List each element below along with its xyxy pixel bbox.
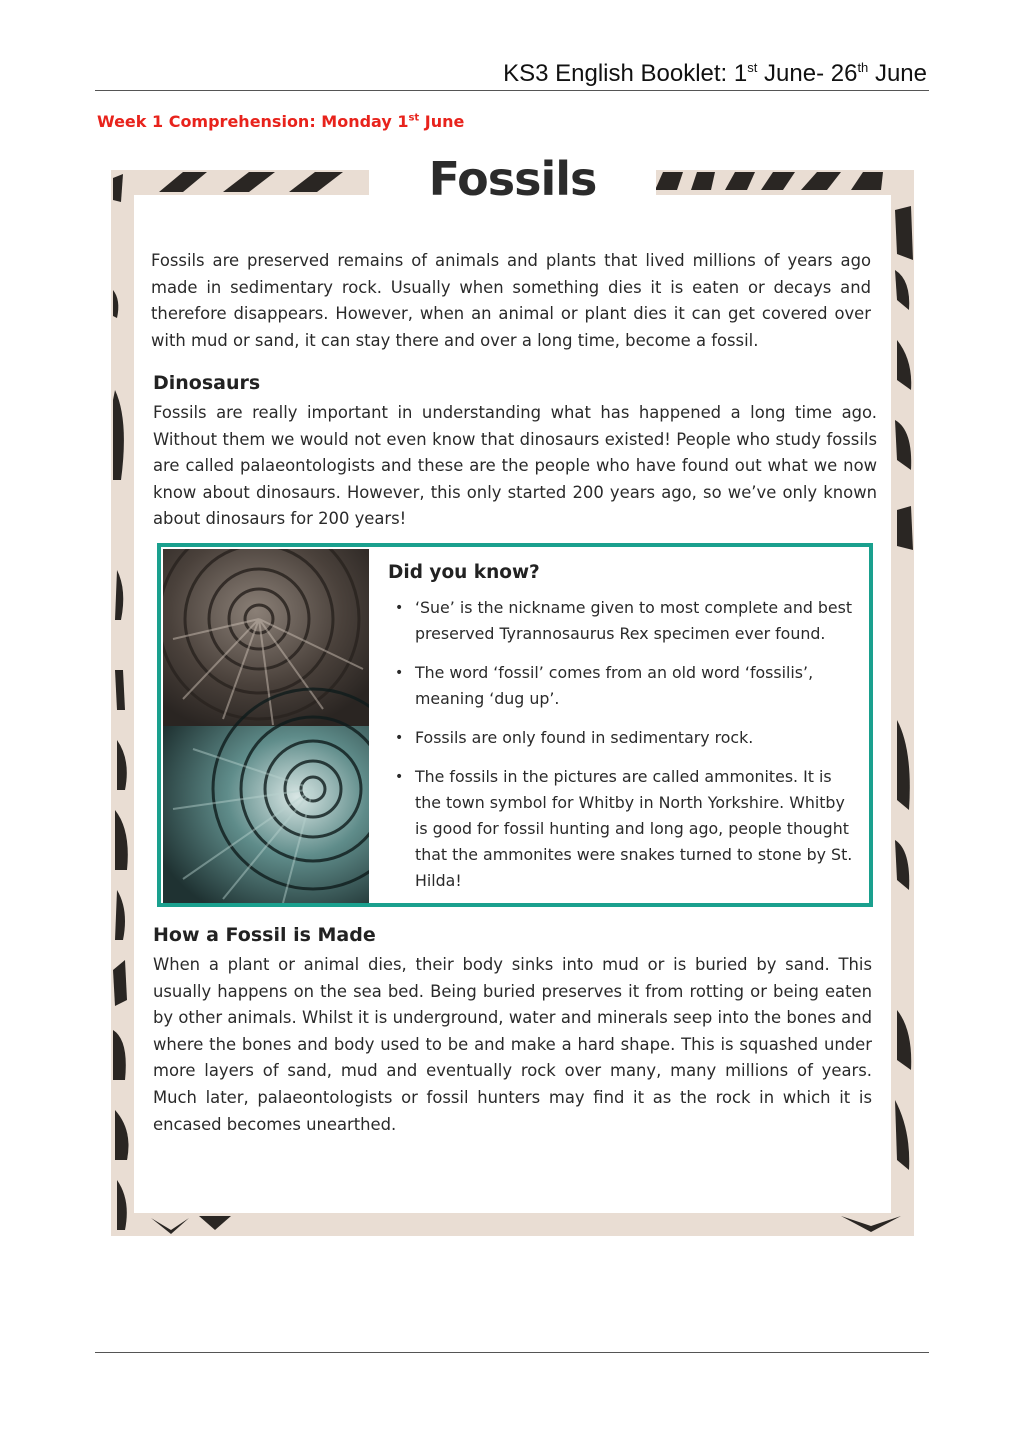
intro-paragraph: Fossils are preserved remains of animals and plants that lived millions of years ago made in sedimentary rock. Usually when something dies it is eaten or decays and therefore disappears. However, when an animal or plant dies it can get covered over with mud or sand, it can stay there and over a long time, become a fossil. [151, 251, 871, 350]
footer-divider [95, 1352, 929, 1353]
header-divider [95, 90, 929, 91]
bullet-icon: • [395, 600, 404, 616]
poster-title: Fossils [428, 152, 597, 206]
fact-item: • ‘Sue’ is the nickname given to most complete and best preserved Tyrannosaurus Rex specimen ever found. [395, 595, 861, 647]
bullet-icon: • [395, 769, 404, 785]
dinosaurs-paragraph: Fossils are really important in understanding what has happened a long time ago. Without them we would not even know that dinosaurs existed! People who study fossils are called palaeontologists and these are the people who have found out what we now know about dinosaurs. However, this only started 200 years ago, so we’ve only known about dinosaurs for 200 years! [153, 403, 877, 529]
week-heading: Week 1 Comprehension: Monday 1st June [97, 112, 465, 131]
did-you-know-heading: Did you know? [388, 562, 540, 583]
ammonite-fossil-images [163, 549, 369, 903]
bullet-icon: • [395, 665, 404, 681]
dinosaurs-heading: Dinosaurs [153, 372, 261, 394]
fact-item: • The word ‘fossil’ comes from an old word ‘fossilis’, meaning ‘dug up’. [395, 660, 861, 712]
fact-item: • Fossils are only found in sedimentary rock. [395, 725, 861, 751]
booklet-title: KS3 English Booklet: 1st June- 26th June [503, 60, 927, 87]
bullet-icon: • [395, 730, 404, 746]
how-fossil-made-paragraph: When a plant or animal dies, their body sinks into mud or is buried by sand. This usually happens on the sea bed. Being buried preserves it from rotting or being eaten by other animals. Whilst it is underground, water and minerals seep into the bones and where the bones and body used to be and make a hard shape. This is squashed under more layers of sand, mud and eventually rock over many, many millions of years. Much later, palaeontologists or fossil hunters may find it as the rock in which it is encased becomes unearthed. [153, 955, 872, 1134]
fact-item: • The fossils in the pictures are called ammonites. It is the town symbol for Whitby in North Yorkshire. Whitby is good for fossil hunting and long ago, people thought that the ammonites were snakes turned to stone by St. Hilda! [395, 764, 861, 894]
how-fossil-made-heading: How a Fossil is Made [153, 924, 376, 946]
fossils-poster [111, 150, 914, 1236]
did-you-know-facts [395, 595, 861, 907]
did-you-know-box [157, 543, 873, 907]
